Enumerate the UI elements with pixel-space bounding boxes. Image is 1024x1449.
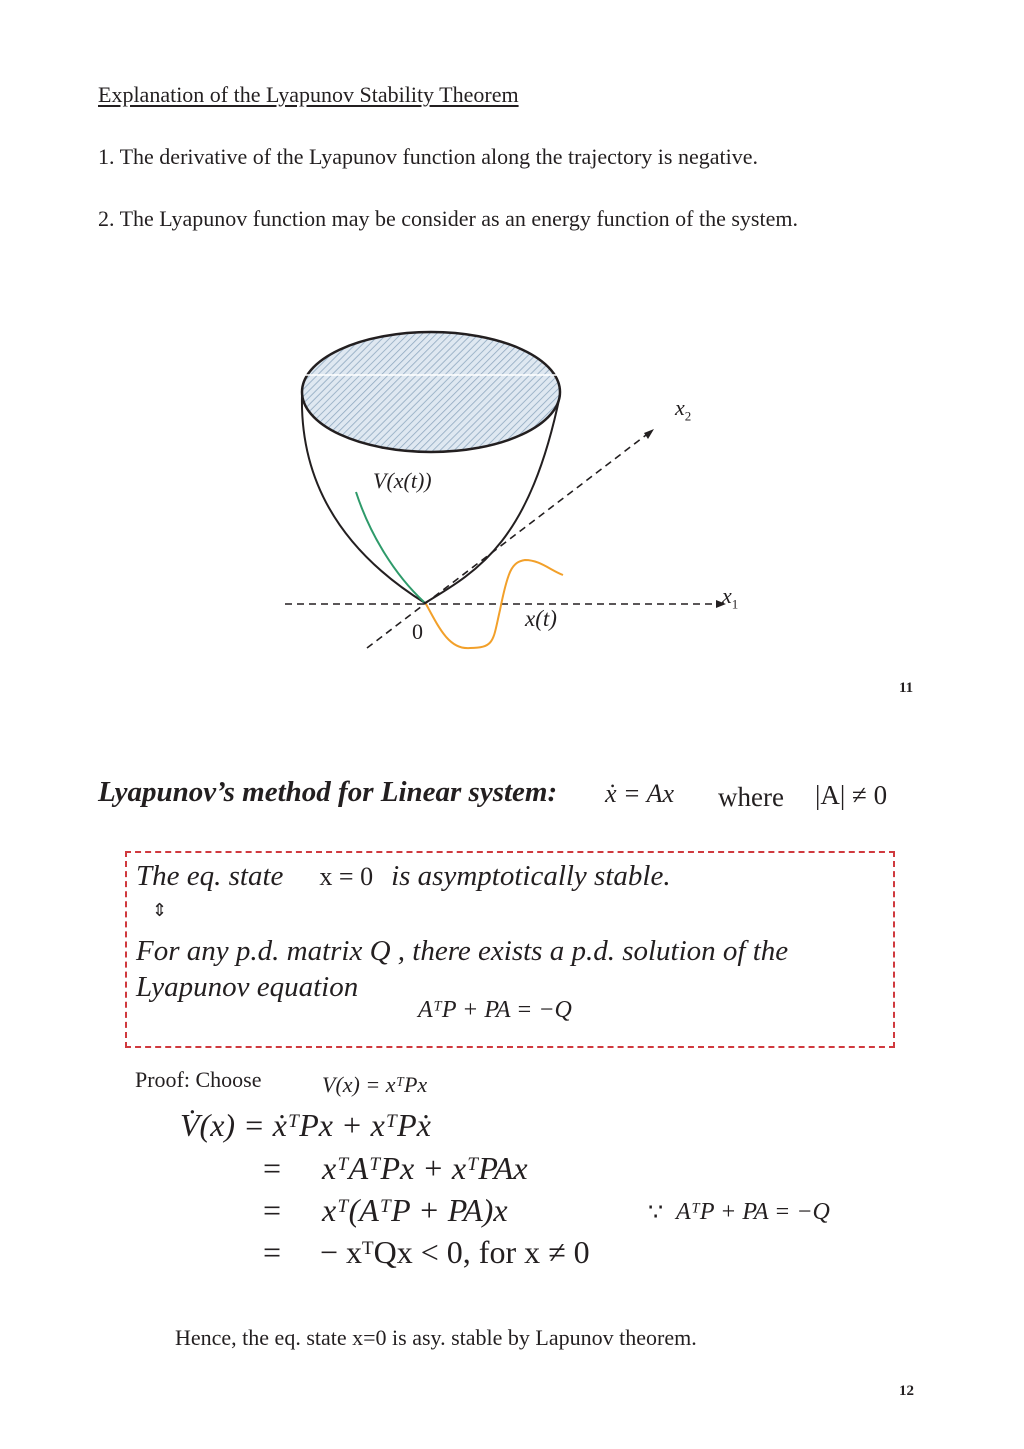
section-title: Explanation of the Lyapunov Stability Theorem <box>98 82 519 107</box>
proof-choose-eq: V(x) = xᵀPx <box>322 1072 428 1097</box>
because-equation: AᵀP + PA = −Q <box>676 1199 830 1225</box>
heading-system-equation: ẋ = Ax <box>605 779 675 808</box>
theorem-line-1 <box>136 860 671 893</box>
v-trajectory-curve <box>356 492 424 602</box>
heading-condition: |A| ≠ 0 <box>815 780 888 810</box>
x2-axis <box>367 432 650 648</box>
equals-3: = <box>263 1192 282 1228</box>
proof-line-4: − xᵀQx < 0, for x ≠ 0 <box>320 1234 590 1270</box>
bowl-top-ellipse <box>302 332 560 452</box>
label-v-x-t: V(x(t)) <box>373 468 432 493</box>
conclusion: Hence, the eq. state x=0 is asy. stable by Lapunov theorem. <box>175 1325 697 1350</box>
proof-line-3: xᵀ(AᵀP + PA)x <box>322 1192 508 1228</box>
heading-where: where <box>718 782 784 812</box>
label-x2-text: x <box>675 395 685 420</box>
page-number-11: 11 <box>899 680 914 696</box>
lyapunov-equation: AᵀP + PA = −Q <box>418 997 572 1023</box>
point-1: 1. The derivative of the Lyapunov function along the trajectory is negative. <box>98 144 758 169</box>
theorem-state-eq: x = 0 <box>319 862 374 891</box>
page-number-12: 12 <box>899 1383 914 1399</box>
label-x2-sub: 2 <box>684 408 692 424</box>
label-x2 <box>675 395 691 424</box>
equals-2: = <box>263 1150 282 1186</box>
label-x-t: x(t) <box>525 606 557 631</box>
equals-4: = <box>263 1234 282 1270</box>
theorem-line-1a: The eq. state <box>136 860 284 892</box>
theorem-line-2: For any p.d. matrix Q , there exists a p.d. solution of the <box>136 935 789 967</box>
iff-symbol: ⇕ <box>152 900 168 920</box>
theorem-line-1b: is asymptotically stable. <box>391 860 671 892</box>
theorem-line-3: Lyapunov equation <box>136 971 359 1003</box>
proof-line-1: V̇(x) = ẋᵀPx + xᵀPẋ <box>180 1107 431 1143</box>
label-x1-sub: 1 <box>731 596 739 612</box>
page-heading: Lyapunov’s method for Linear system: <box>98 776 558 808</box>
lyapunov-bowl-diagram <box>280 320 760 660</box>
label-x1 <box>722 583 738 612</box>
label-x1-text: x <box>722 583 732 608</box>
point-2: 2. The Lyapunov function may be consider as an energy function of the system. <box>98 206 798 231</box>
because-symbol: ∵ <box>648 1200 664 1226</box>
proof-label: Proof: Choose <box>135 1067 262 1092</box>
label-origin: 0 <box>412 619 423 644</box>
proof-line-2: xᵀAᵀPx + xᵀPAx <box>322 1150 528 1186</box>
